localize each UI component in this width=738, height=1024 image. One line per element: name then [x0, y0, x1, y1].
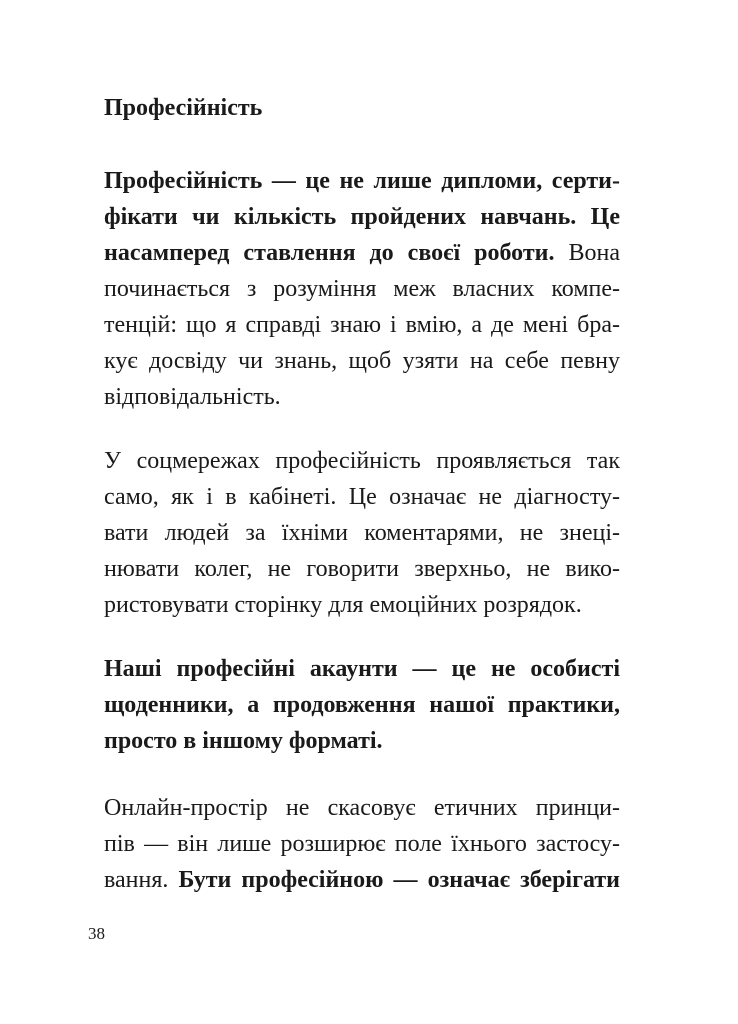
paragraph-4-line-3 [104, 862, 620, 898]
paragraph-2-line-2: само, як і в кабінеті. Це означає не діагносту- [104, 484, 620, 510]
section-heading: Професійність [104, 95, 263, 121]
paragraph-4-line-3-bold: Бути професійною — означає зберігати [178, 867, 620, 893]
paragraph-3-line-1: Наші професійні акаунти — це не особисті [104, 656, 620, 682]
paragraph-1-line-3-bold: насамперед ставлення до своєї роботи. [104, 240, 555, 266]
paragraph-2-line-5: ристовувати сторінку для емоційних розрядок. [104, 592, 582, 618]
paragraph-1-line-7: відповідальність. [104, 384, 281, 410]
paragraph-1-line-3-rest: Вона [554, 240, 620, 266]
paragraph-3-line-2: щоденники, а продовження нашої практики, [104, 692, 620, 718]
paragraph-1-line-4: починається з розуміння меж власних компе- [104, 276, 620, 302]
paragraph-2-line-3: вати людей за їхніми коментарями, не знеці- [104, 520, 620, 546]
paragraph-2-line-4: нювати колег, не говорити зверхньо, не вико- [104, 556, 620, 582]
paragraph-1-line-6: кує досвіду чи знань, щоб узяти на себе певну [104, 348, 620, 374]
page-number: 38 [88, 924, 105, 943]
paragraph-2-line-1: У соцмережах професійність проявляється так [104, 448, 620, 474]
paragraph-1-line-3 [104, 235, 620, 271]
paragraph-4-line-1: Онлайн-простір не скасовує етичних принци- [104, 795, 620, 821]
paragraph-4-line-2: пів — він лише розширює поле їхнього застосу- [104, 831, 620, 857]
paragraph-1-line-2: фікати чи кількість пройдених навчань. Це [104, 204, 620, 230]
paragraph-1-line-1: Професійність — це не лише дипломи, серти- [104, 168, 620, 194]
paragraph-3-line-3: просто в іншому форматі. [104, 728, 383, 754]
paragraph-4-line-3-rest: вання. [104, 867, 179, 893]
paragraph-1-line-5: тенцій: що я справді знаю і вмію, а де мені бра- [104, 312, 620, 338]
